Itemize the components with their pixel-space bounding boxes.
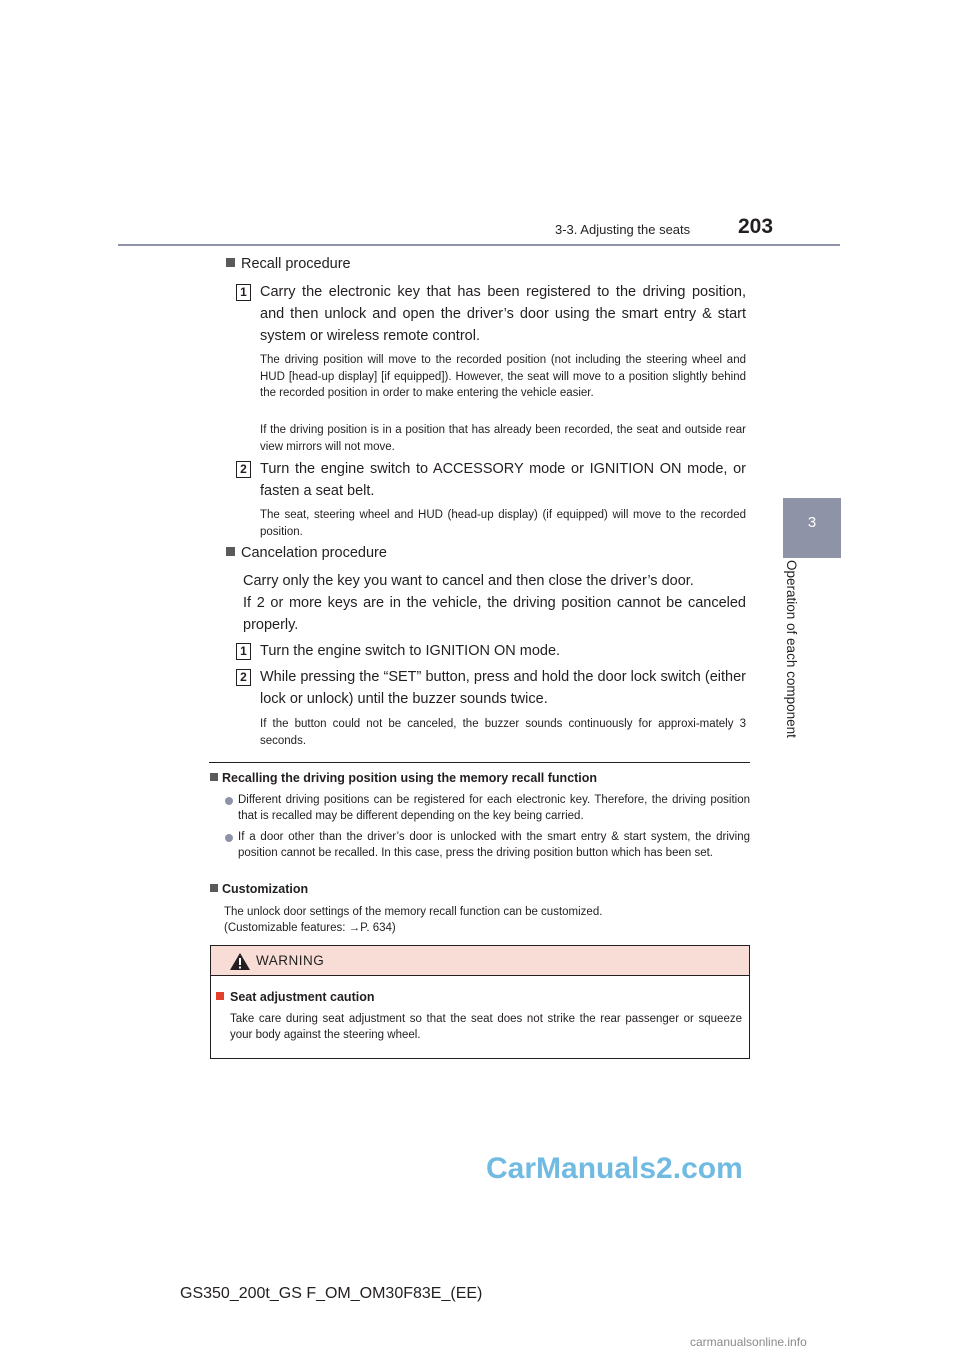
- watermark-footer: carmanualsonline.info: [690, 1335, 807, 1349]
- recall-step1-text: Carry the electronic key that has been registered to the driving position, and then unlock and open the driver’s door using the smart entry & start system or wireless remote control.: [260, 284, 746, 344]
- cancel-intro1: Carry only the key you want to cancel and then close the driver’s door.: [243, 573, 694, 589]
- note1-bullet2: [225, 829, 750, 861]
- page-number: 203: [738, 215, 774, 238]
- recall-heading: [226, 256, 351, 272]
- chapter-tab: [783, 498, 841, 558]
- header-divider: [118, 244, 840, 246]
- square-bullet-icon: [226, 258, 235, 267]
- note1-bullet1: [225, 792, 750, 824]
- note2-heading: [210, 882, 308, 896]
- cancel-intro2: If 2 or more keys are in the vehicle, the driving position cannot be canceled properly.: [243, 595, 746, 633]
- note1-bullet1-text: Different driving positions can be registered for each electronic key. Therefore, the driving position that is recalled may be different depending on the key being carried.: [238, 794, 750, 822]
- cancel-heading: [226, 545, 387, 561]
- note1-bullet2-text: If a door other than the driver’s door is unlocked with the smart entry & start system, the driving position cannot be recalled. In this case, press the driving position button which has been set.: [238, 831, 750, 859]
- note1-heading: [210, 771, 597, 785]
- warning-subtitle: Seat adjustment caution: [230, 990, 375, 1004]
- section-title: 3-3. Adjusting the seats: [555, 222, 691, 237]
- step-number-badge: 2: [236, 669, 251, 686]
- recall-step1-note1: The driving position will move to the recorded position (not including the steering wheel and HUD [head-up display] [if equipped]). However, the seat will move to a position slightly behind the recorded position in order to make entering the vehicle easier.: [260, 354, 746, 399]
- square-bullet-icon: [210, 884, 218, 892]
- chapter-label-text: Operation of each component: [784, 560, 799, 738]
- warning-header: [211, 946, 749, 976]
- warning-box: [210, 945, 750, 1059]
- recall-title: Recall procedure: [241, 256, 351, 272]
- square-bullet-icon: [226, 547, 235, 556]
- watermark-logo: CarManuals2.com: [486, 1152, 743, 1185]
- cancel-step2-note: If the button could not be canceled, the buzzer sounds continuously for approxi-mately 3 seconds.: [260, 718, 746, 747]
- square-bullet-icon: [210, 773, 218, 781]
- section-divider: [209, 762, 750, 763]
- step-number-badge: 2: [236, 461, 251, 478]
- circle-bullet-icon: [225, 797, 233, 805]
- circle-bullet-icon: [225, 834, 233, 842]
- note2-title: Customization: [222, 882, 309, 896]
- square-bullet-icon: [216, 992, 224, 1000]
- warning-text: Take care during seat adjustment so that the seat does not strike the rear passenger or squeeze your body against the steering wheel.: [230, 1013, 742, 1041]
- recall-step2-text: Turn the engine switch to ACCESSORY mode or IGNITION ON mode, or fasten a seat belt.: [260, 461, 746, 499]
- step-number-badge: 1: [236, 284, 251, 301]
- recall-step1-note2: If the driving position is in a position that has already been recorded, the seat and outside rear view mirrors will not move.: [260, 424, 746, 453]
- footer-code: GS350_200t_GS F_OM_OM30F83E_(EE): [180, 1285, 483, 1302]
- recall-step2-note: The seat, steering wheel and HUD (head-up display) (if equipped) will move to the recorded position.: [260, 509, 746, 538]
- warning-subheading: [216, 990, 374, 1004]
- cancel-step1-text: Turn the engine switch to IGNITION ON mode.: [260, 643, 561, 659]
- step-number-badge: 1: [236, 643, 251, 660]
- chapter-number: 3: [807, 514, 817, 531]
- cancel-title: Cancelation procedure: [241, 545, 387, 561]
- warning-triangle-icon: [229, 952, 251, 971]
- note2-text2: (Customizable features: →P. 634): [224, 922, 396, 934]
- chapter-label: [770, 560, 810, 760]
- cancel-step2-text: While pressing the “SET” button, press and hold the door lock switch (either lock or unlock) until the buzzer sounds twice.: [260, 669, 746, 707]
- note2-text1: The unlock door settings of the memory recall function can be customized.: [224, 906, 603, 918]
- note1-title: Recalling the driving position using the memory recall function: [222, 771, 598, 785]
- warning-title: WARNING: [256, 953, 325, 968]
